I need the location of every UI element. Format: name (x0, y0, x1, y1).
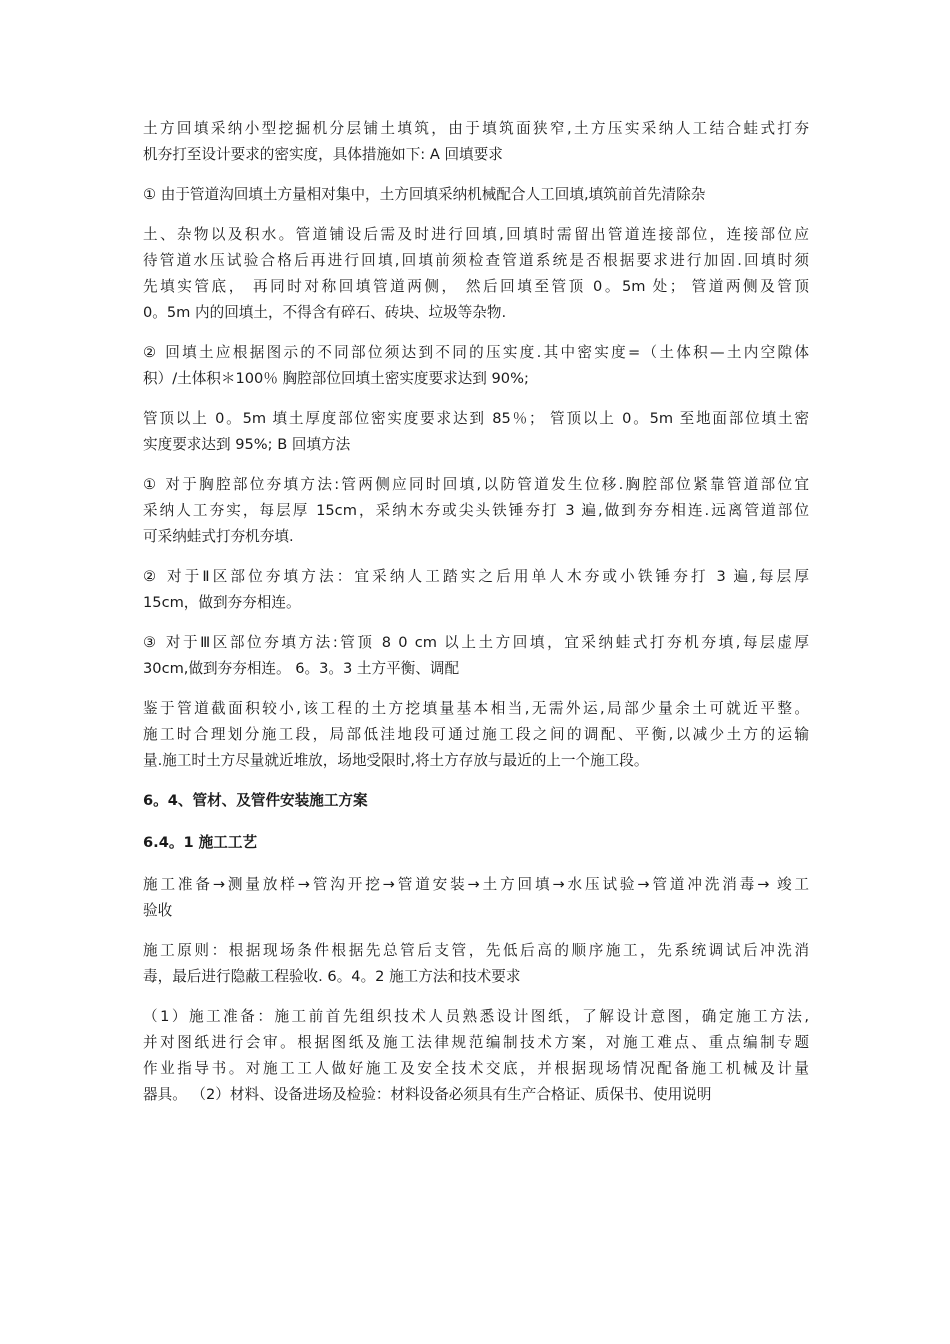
paragraph (143, 872, 809, 924)
text-line: 验收 (143, 902, 173, 919)
paragraph (143, 630, 809, 682)
text-line: 毒，最后进行隐蔽工程验收. 6。4。2 施工方法和技术要求 (143, 968, 521, 985)
paragraph (143, 564, 809, 616)
text-line: 施工准备→测量放样→管沟开挖→管道安装→土方回填→水压试验→管道冲洗消毒→ 竣工 (143, 876, 809, 893)
text-line: 0。5m 内的回填土，不得含有碎石、砖块、垃圾等杂物. (143, 304, 507, 321)
paragraph (143, 472, 809, 550)
text-line: 积）/土体积＊100％ 胸腔部位回填土密实度要求达到 90%; (143, 370, 529, 387)
text-line: 待管道水压试验合格后再进行回填,回填前须检查管道系统是否根据要求进行加固.回填时须 (143, 252, 809, 269)
text-line: 施工原则：根据现场条件根据先总管后支管，先低后高的顺序施工，先系统调试后冲洗消 (143, 942, 809, 959)
paragraph (143, 222, 809, 326)
text-line: 器具。 （2）材料、设备进场及检验：材料设备必须具有生产合格证、质保书、使用说明 (143, 1086, 712, 1103)
text-line: ② 回填土应根据图示的不同部位须达到不同的压实度.其中密实度=（土体积—土内空隙体 (143, 344, 809, 361)
text-line: 作业指导书。对施工工人做好施工及安全技术交底，并根据现场情况配备施工机械及计量 (143, 1060, 809, 1077)
text-line: 15cm，做到夯夯相连。 (143, 594, 301, 611)
text-line: 土、杂物以及积水。管道铺设后需及时进行回填,回填时需留出管道连接部位，连接部位应 (143, 226, 809, 243)
text-line: 土方回填采纳小型挖掘机分层铺土填筑，由于填筑面狭窄,土方压实采纳人工结合蛙式打夯 (143, 120, 809, 137)
text-line: 管顶以上 0。5m 填土厚度部位密实度要求达到 85％； 管顶以上 0。5m 至地面部位填土密 (143, 410, 809, 427)
text-line: 施工时合理划分施工段，局部低洼地段可通过施工段之间的调配、平衡,以减少土方的运输 (143, 726, 809, 743)
text-line: 并对图纸进行会审。根据图纸及施工法律规范编制技术方案，对施工难点、重点编制专题 (143, 1034, 809, 1051)
text-line: 采纳人工夯实，每层厚 15cm，采纳木夯或尖头铁锤夯打 3 遍,做到夯夯相连.远离管道部位 (143, 502, 809, 519)
paragraph (143, 340, 809, 392)
text-line: ① 对于胸腔部位夯填方法:管两侧应同时回填,以防管道发生位移.胸腔部位紧靠管道部位宜 (143, 476, 809, 493)
text-line: 先填实管底， 再同时对称回填管道两侧， 然后回填至管顶 0。5m 处； 管道两侧及管顶 (143, 278, 809, 295)
text-line: 机夯打至设计要求的密实度，具体措施如下: A 回填要求 (143, 146, 503, 163)
paragraph (143, 1004, 809, 1108)
text-line: 鉴于管道截面积较小,该工程的土方挖填量基本相当,无需外运,局部少量余土可就近平整。 (143, 700, 809, 717)
text-line: 实度要求达到 95%; B 回填方法 (143, 436, 351, 453)
text-line: ② 对于Ⅱ区部位夯填方法：宜采纳人工踏实之后用单人木夯或小铁锤夯打 3 遍,每层厚 (143, 568, 809, 585)
text-line: 量.施工时土方尽量就近堆放，场地受限时,将土方存放与最近的上一个施工段。 (143, 752, 649, 769)
text-line: （1）施工准备：施工前首先组织技术人员熟悉设计图纸，了解设计意图，确定施工方法, (143, 1008, 809, 1025)
text-line: 30cm,做到夯夯相连。 6。3。3 土方平衡、调配 (143, 660, 460, 677)
text-line: 6。4、管材、及管件安装施工方案 (143, 792, 368, 809)
text-line: 6.4。1 施工工艺 (143, 834, 258, 851)
section-heading (143, 830, 809, 856)
paragraph (143, 406, 809, 458)
paragraph (143, 116, 809, 168)
paragraph (143, 938, 809, 990)
paragraph (143, 182, 809, 208)
text-line: 可采纳蛙式打夯机夯填. (143, 528, 294, 545)
text-line: ③ 对于Ⅲ区部位夯填方法:管顶 8 0 cm 以上土方回填，宜采纳蛙式打夯机夯填,每层虚厚 (143, 634, 809, 651)
section-heading (143, 788, 809, 814)
text-line: ① 由于管道沟回填土方量相对集中，土方回填采纳机械配合人工回填,填筑前首先清除杂 (143, 186, 706, 203)
document-body (143, 116, 809, 1122)
paragraph (143, 696, 809, 774)
